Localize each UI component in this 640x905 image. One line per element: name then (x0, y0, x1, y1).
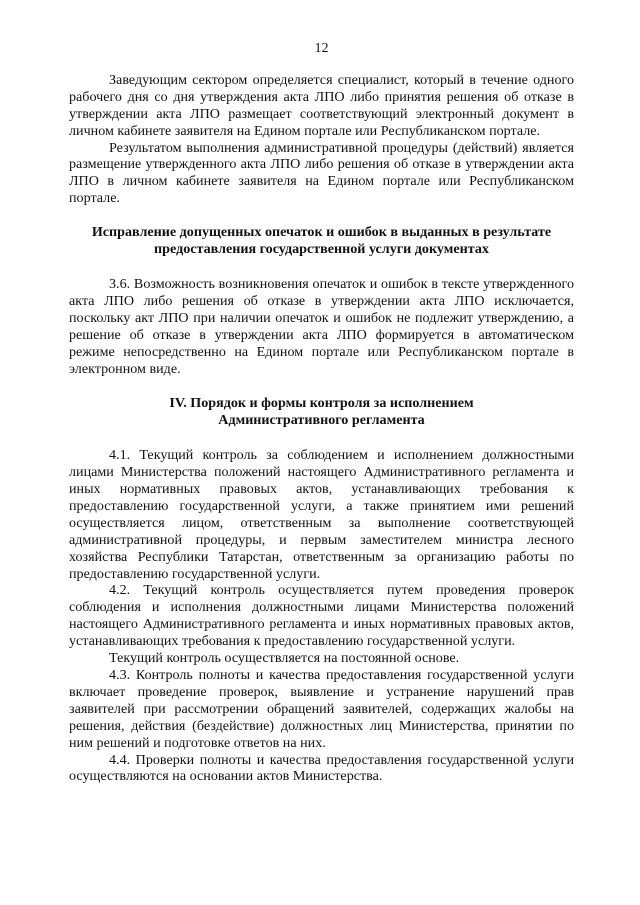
page-number: 12 (314, 40, 329, 56)
document-page (69, 40, 574, 785)
spacer (69, 207, 574, 224)
paragraph-3-6: 3.6. Возможность возникновения опечаток и ошибок в тексте утвержденного акта ЛПО либо решения об отказе в утверждении акта ЛПО исключается, поскольку акт ЛПО при наличии опечаток и ошибок не подлежит утверждению, а решение об отказе в утверждении акта ЛПО формируется в автоматическом режиме непосредственно на Едином портале или Республиканском портале в электронном виде. (69, 275, 574, 377)
section-heading-correction-line1: Исправление допущенных опечаток и ошибок в выданных в результате (91, 224, 552, 241)
paragraph-4-1: 4.1. Текущий контроль за соблюдением и исполнением должностными лицами Министерства положений настоящего Административного регламента и иных нормативных правовых актов, устанавливающих требования к предоставлению государственной услуги, а также принятием ими решений осуществляется лицом, ответственным за выполнение соответствующей административной процедуры, и первым заместителем министра лесного хозяйства Республики Татарстан, ответственным за организацию работы по предоставлению государственной услуги. (69, 447, 574, 582)
section-heading-correction-line2: предоставления государственной услуги документах (154, 241, 489, 258)
paragraph-4-2: 4.2. Текущий контроль осуществляется путем проведения проверок соблюдения и исполнения должностными лицами Министерства положений настоящего Административного регламента и иных нормативных правовых актов, устанавливающих требования к предоставлению государственной услуги. (69, 582, 574, 650)
paragraph-4-3: 4.3. Контроль полноты и качества предоставления государственной услуги включает проведение проверок, выявление и устранение нарушений прав заявителей при рассмотрении обращений заявителей, содержащих жалобы на решения, действия (бездействие) должностных лиц Министерства, принятии по ним решений и подготовке ответов на них. (69, 667, 574, 751)
spacer (69, 377, 574, 395)
spacer (69, 429, 574, 447)
section-heading-control-line1: IV. Порядок и формы контроля за исполнением (169, 395, 474, 412)
paragraph-4-4: 4.4. Проверки полноты и качества предоставления государственной услуги осуществляются на основании актов Министерства. (69, 751, 574, 785)
paragraph-specialist-placement: Заведующим сектором определяется специалист, который в течение одного рабочего дня со дня утверждения акта ЛПО либо принятия решения об отказе в утверждении акта ЛПО размещает соответствующий электронный документ в личном кабинете заявителя на Едином портале или Республиканском портале. (69, 71, 574, 139)
paragraph-procedure-result: Результатом выполнения административной процедуры (действий) является размещение утвержденного акта ЛПО либо решения об отказе в утверждении акта ЛПО в личном кабинете заявителя на Едином портале или Республиканском портале. (69, 139, 574, 207)
section-heading-control-line2: Административного регламента (218, 412, 425, 429)
spacer (69, 258, 574, 276)
paragraph-permanent-control: Текущий контроль осуществляется на постоянной основе. (109, 650, 460, 667)
section-heading-control (69, 395, 574, 429)
section-heading-correction (69, 224, 574, 258)
